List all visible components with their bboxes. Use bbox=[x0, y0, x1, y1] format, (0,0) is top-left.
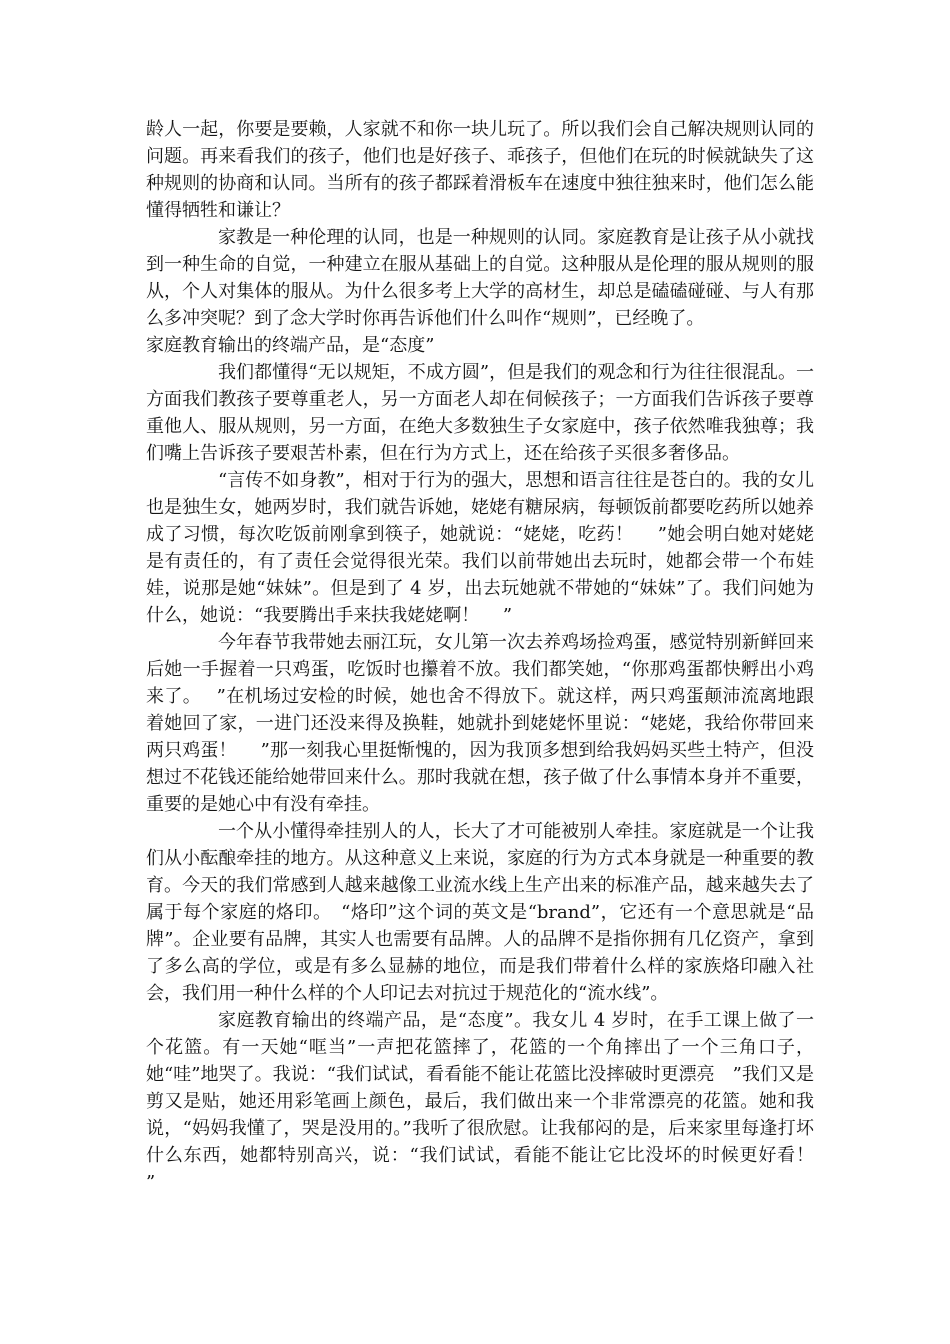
paragraph: 我们都懂得“无以规矩，不成方圆”，但是我们的观念和行为往往很混乱。一方面我们教孩子要尊重老人，另一方面老人却在伺候孩子；一方面我们告诉孩子要尊重他人、服从规则，另一方面，在绝大多数独生子女家庭中，孩子依然唯我独尊；我们嘴上告诉孩子要艰苦朴素，但在行为方式上，还在给孩子买很多奢侈品。 bbox=[146, 362, 814, 464]
paragraph: 今年春节我带她去丽江玩，女儿第一次去养鸡场捡鸡蛋，感觉特别新鲜回来后她一手握着一只鸡蛋，吃饭时也攥着不放。我们都笑她，“你那鸡蛋都快孵出小鸡来了。 ”在机场过安检的时候，她也舍不得放下。就这样，两只鸡蛋颠沛流离地跟着她回了家，一进门还没来得及换鞋，她就扑到姥姥怀里说：“姥姥，我给你带回来两只鸡蛋！ ”那一刻我心里挺惭愧的，因为我顶多想到给我妈妈买些土特产，但没想过不花钱还能给她带回来什么。那时我就在想，孩子做了什么事情本身并不重要，重要的是她心中有没有牵挂。 bbox=[146, 632, 814, 815]
paragraph: 龄人一起，你要是要赖，人家就不和你一块儿玩了。所以我们会自己解决规则认同的问题。再来看我们的孩子，他们也是好孩子、乖孩子，但他们在玩的时候就缺失了这种规则的协商和认同。当所有的孩子都踩着滑板车在速度中独往独来时，他们怎么能懂得牺牲和谦让？ bbox=[146, 119, 814, 221]
paragraph: 一个从小懂得牵挂别人的人，长大了才可能被别人牵挂。家庭就是一个让我们从小酝酿牵挂的地方。从这种意义上来说，家庭的行为方式本身就是一种重要的教育。今天的我们常感到人越来越像工业流水线上生产出来的标准产品，越来越失去了属于每个家庭的烙印。 “烙印”这个词的英文是“brand”，它还有一个意思就是“品牌”。企业要有品牌，其实人也需要有品牌。人的品牌不是指你拥有几亿资产，拿到了多么高的学位，或是有多么显赫的地位，而是我们带着什么样的家族烙印融入社会，我们用一种什么样的个人印记去对抗过于规范化的“流水线”。 bbox=[146, 821, 814, 1004]
document-body bbox=[146, 116, 838, 1196]
paragraph: 家教是一种伦理的认同，也是一种规则的认同。家庭教育是让孩子从小就找到一种生命的自觉，一种建立在服从基础上的自觉。这种服从是伦理的服从规则的服从，个人对集体的服从。为什么很多考上大学的高材生，却总是磕磕碰碰、与人有那么多冲突呢？到了念大学时你再告诉他们什么叫作“规则”，已经晚了。 bbox=[146, 227, 814, 329]
paragraph: 家庭教育输出的终端产品，是“态度”。我女儿 4 岁时，在手工课上做了一个花篮。有一天她“哐当”一声把花篮摔了，花篮的一个角摔出了一个三角口子，她“哇”地哭了。我说：“我们试试，看看能不能让花篮比没摔破时更漂亮 ”我们又是剪又是贴，她还用彩笔画上颜色，最后，我们做出来一个非常漂亮的花篮。她和我说，“妈妈我懂了，哭是没用的。”我听了很欣慰。让我郁闷的是，后来家里每逢打坏什么东西，她都特别高兴，说：“我们试试，看能不能让它比没坏的时候更好看！ ” bbox=[146, 1010, 838, 1193]
paragraph: “言传不如身教”，相对于行为的强大，思想和语言往往是苍白的。我的女儿也是独生女，她两岁时，我们就告诉她，姥姥有糖尿病，每顿饭前都要吃药所以她养成了习惯，每次吃饭前刚拿到筷子，她就说：“姥姥，吃药！ ”她会明白她对姥姥是有责任的，有了责任会觉得很光荣。我们以前带她出去玩时，她都会带一个布娃娃，说那是她“妹妹”。但是到了 4 岁，出去玩她就不带她的“妹妹”了。我们问她为什么，她说：“我要腾出手来扶我姥姥啊！ ” bbox=[146, 470, 814, 626]
section-heading: 家庭教育输出的终端产品，是“态度” bbox=[146, 335, 435, 356]
